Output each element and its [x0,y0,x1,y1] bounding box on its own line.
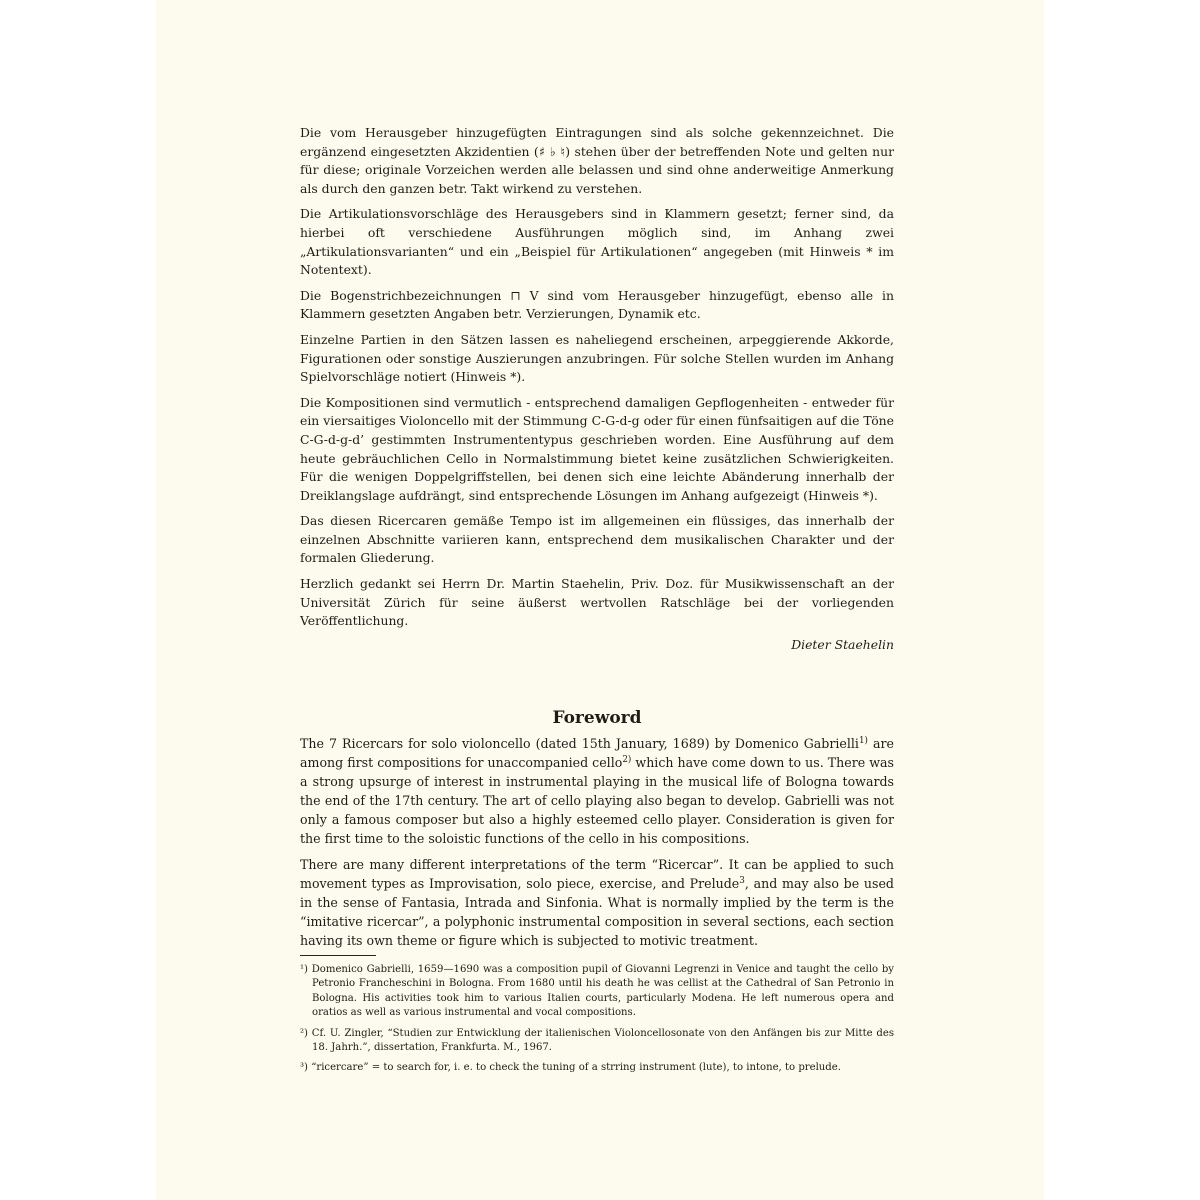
foreword-p2-part-b: , and may also be used in the sense of Fantasia, Intrada and Sinfonia. What is normally implied by the term is the “imitative ricercar”, a polyphonic instrumental composition in several sections, each section having its own theme or figure which is subjected to motivic treatment. [300,876,894,948]
editor-signature: Dieter Staehelin [791,636,894,652]
foreword-paragraph-2 [300,855,894,950]
footnotes [300,963,894,1082]
german-paragraph-bowing: Die Bogenstrichbezeichnungen ⊓ V sind vom Herausgeber hinzugefügt, ebenso alle in Klammern gesetzten Angaben betr. Verzierungen, Dynamik etc. [300,287,894,322]
foreword-p1-part-b: are among first compositions for unaccompanied cello [300,736,894,770]
footnote-1-mark: ¹) [300,964,308,975]
footnote-ref-1: 1) [858,735,868,746]
foreword-paragraph-1 [300,734,894,848]
footnote-2-mark: ²) [300,1027,308,1039]
german-paragraph-ornaments: Einzelne Partien in den Sätzen lassen es naheliegend erscheinen, arpeggierende Akkorde, Figurationen oder sonstige Auszierungen anzubringen. Für solche Stellen wurden im Anhang Spielvorschläge notiert (Hinweis *). [300,331,894,385]
german-paragraph-accidentals: Die vom Herausgeber hinzugefügten Eintragungen sind als solche gekennzeichnet. Die ergänzend eingesetzten Akzidentien (♯ ♭ ♮) stehen über der betreffenden Note und gelten nur für diese; originale Vorzeichen werden alle belassen und sind ohne anderweitige Anmerkung als durch den ganzen betr. Takt wirkend zu verstehen. [300,125,894,196]
foreword-heading: Foreword [552,708,642,729]
german-paragraph-articulation: Die Artikulationsvorschläge des Herausgebers sind in Klammern gesetzt; ferner sind, da hierbei oft verschiedene Ausführungen möglich sind, im Anhang zwei „Artikulationsvarianten“ und ein „Beispiel für Artikulationen“ angegeben (mit Hinweis * im Notentext). [300,206,894,278]
footnote-3-mark: ³) [300,1062,308,1074]
foreword-p1-part-a: The 7 Ricercars for solo violoncello (dated 15th January, 1689) by Domenico Gabrielli [300,736,859,751]
footnote-1 [300,963,894,1021]
footnote-3-text: “ricercare” = to search for, i. e. to check the tuning of a strring instrument (lute), to intone, to prelude. [311,1062,841,1074]
footnote-2-text: Cf. U. Zingler, “Studien zur Entwicklung der italienischen Violoncellosonate von den Anfängen bis zur Mitte des 18. Jahrh.”, dissertation, Frankfurta. M., 1967. [311,1027,894,1054]
footnote-1-text: Domenico Gabrielli, 1659—1690 was a composition pupil of Giovanni Legrenzi in Venice and taught the cello by Petronio Francheschini in Bologna. From 1680 until his death he was cellist at the Cathedral of San Petronio in Bologna. His activities took him to various Italien courts, particularly Modena. He left numerous opera and oratios as well as various instrumental and vocal compositions. [311,964,894,1019]
footnote-2 [300,1027,894,1056]
footnote-3 [300,1061,894,1075]
footnote-ref-3: 3 [739,875,745,886]
foreword-p2-part-a: There are many different interpretations of the term “Ricercar”. It can be applied to such movement types as Improvisation, solo piece, exercise, and Prelude [300,857,894,891]
footnote-divider [300,955,376,956]
foreword-p1-part-c: which have come down to us. There was a strong upsurge of interest in instrumental playing in the musical life of Bologna towards the end of the 17th century. The art of cello playing also began to develop. Gabrielli was not only a famous composer but also a highly esteemed cello player. Consideration is given for the first time to the soloistic functions of the cello in his compositions. [300,755,894,846]
foreword-body [300,734,894,957]
german-paragraph-acknowledgement: Herzlich gedankt sei Herrn Dr. Martin Staehelin, Priv. Doz. für Musikwissenschaft an der Universität Zürich für seine äußerst wertvollen Ratschläge bei der vorliegenden Veröffentlichung. [300,576,894,629]
german-paragraph-tempo: Das diesen Ricercaren gemäße Tempo ist im allgemeinen ein flüssiges, das innerhalb der einzelnen Abschnitte variieren kann, entsprechend dem musikalischen Charakter und der formalen Gliederung. [300,513,894,566]
footnote-ref-2: 2) [622,754,632,765]
german-paragraph-tuning: Die Kompositionen sind vermutlich - entsprechend damaligen Gepflogenheiten - entweder für ein viersaitiges Violoncello mit der Stimmung C-G-d-g oder für einen fünfsaitigen auf die Töne C-G-d-g-d’ gestimmten Instrumententypus geschrieben worden. Eine Ausführung auf dem heute gebräuchlichen Cello in Normalstimmung bietet keine zusätzlichen Schwierigkeiten. Für die wenigen Doppelgriffstellen, bei denen sich eine leichte Abänderung innerhalb der Dreiklangslage aufdrängt, sind entsprechende Lösungen im Anhang aufgezeigt (Hinweis *). [300,394,894,503]
german-preface [300,124,894,661]
